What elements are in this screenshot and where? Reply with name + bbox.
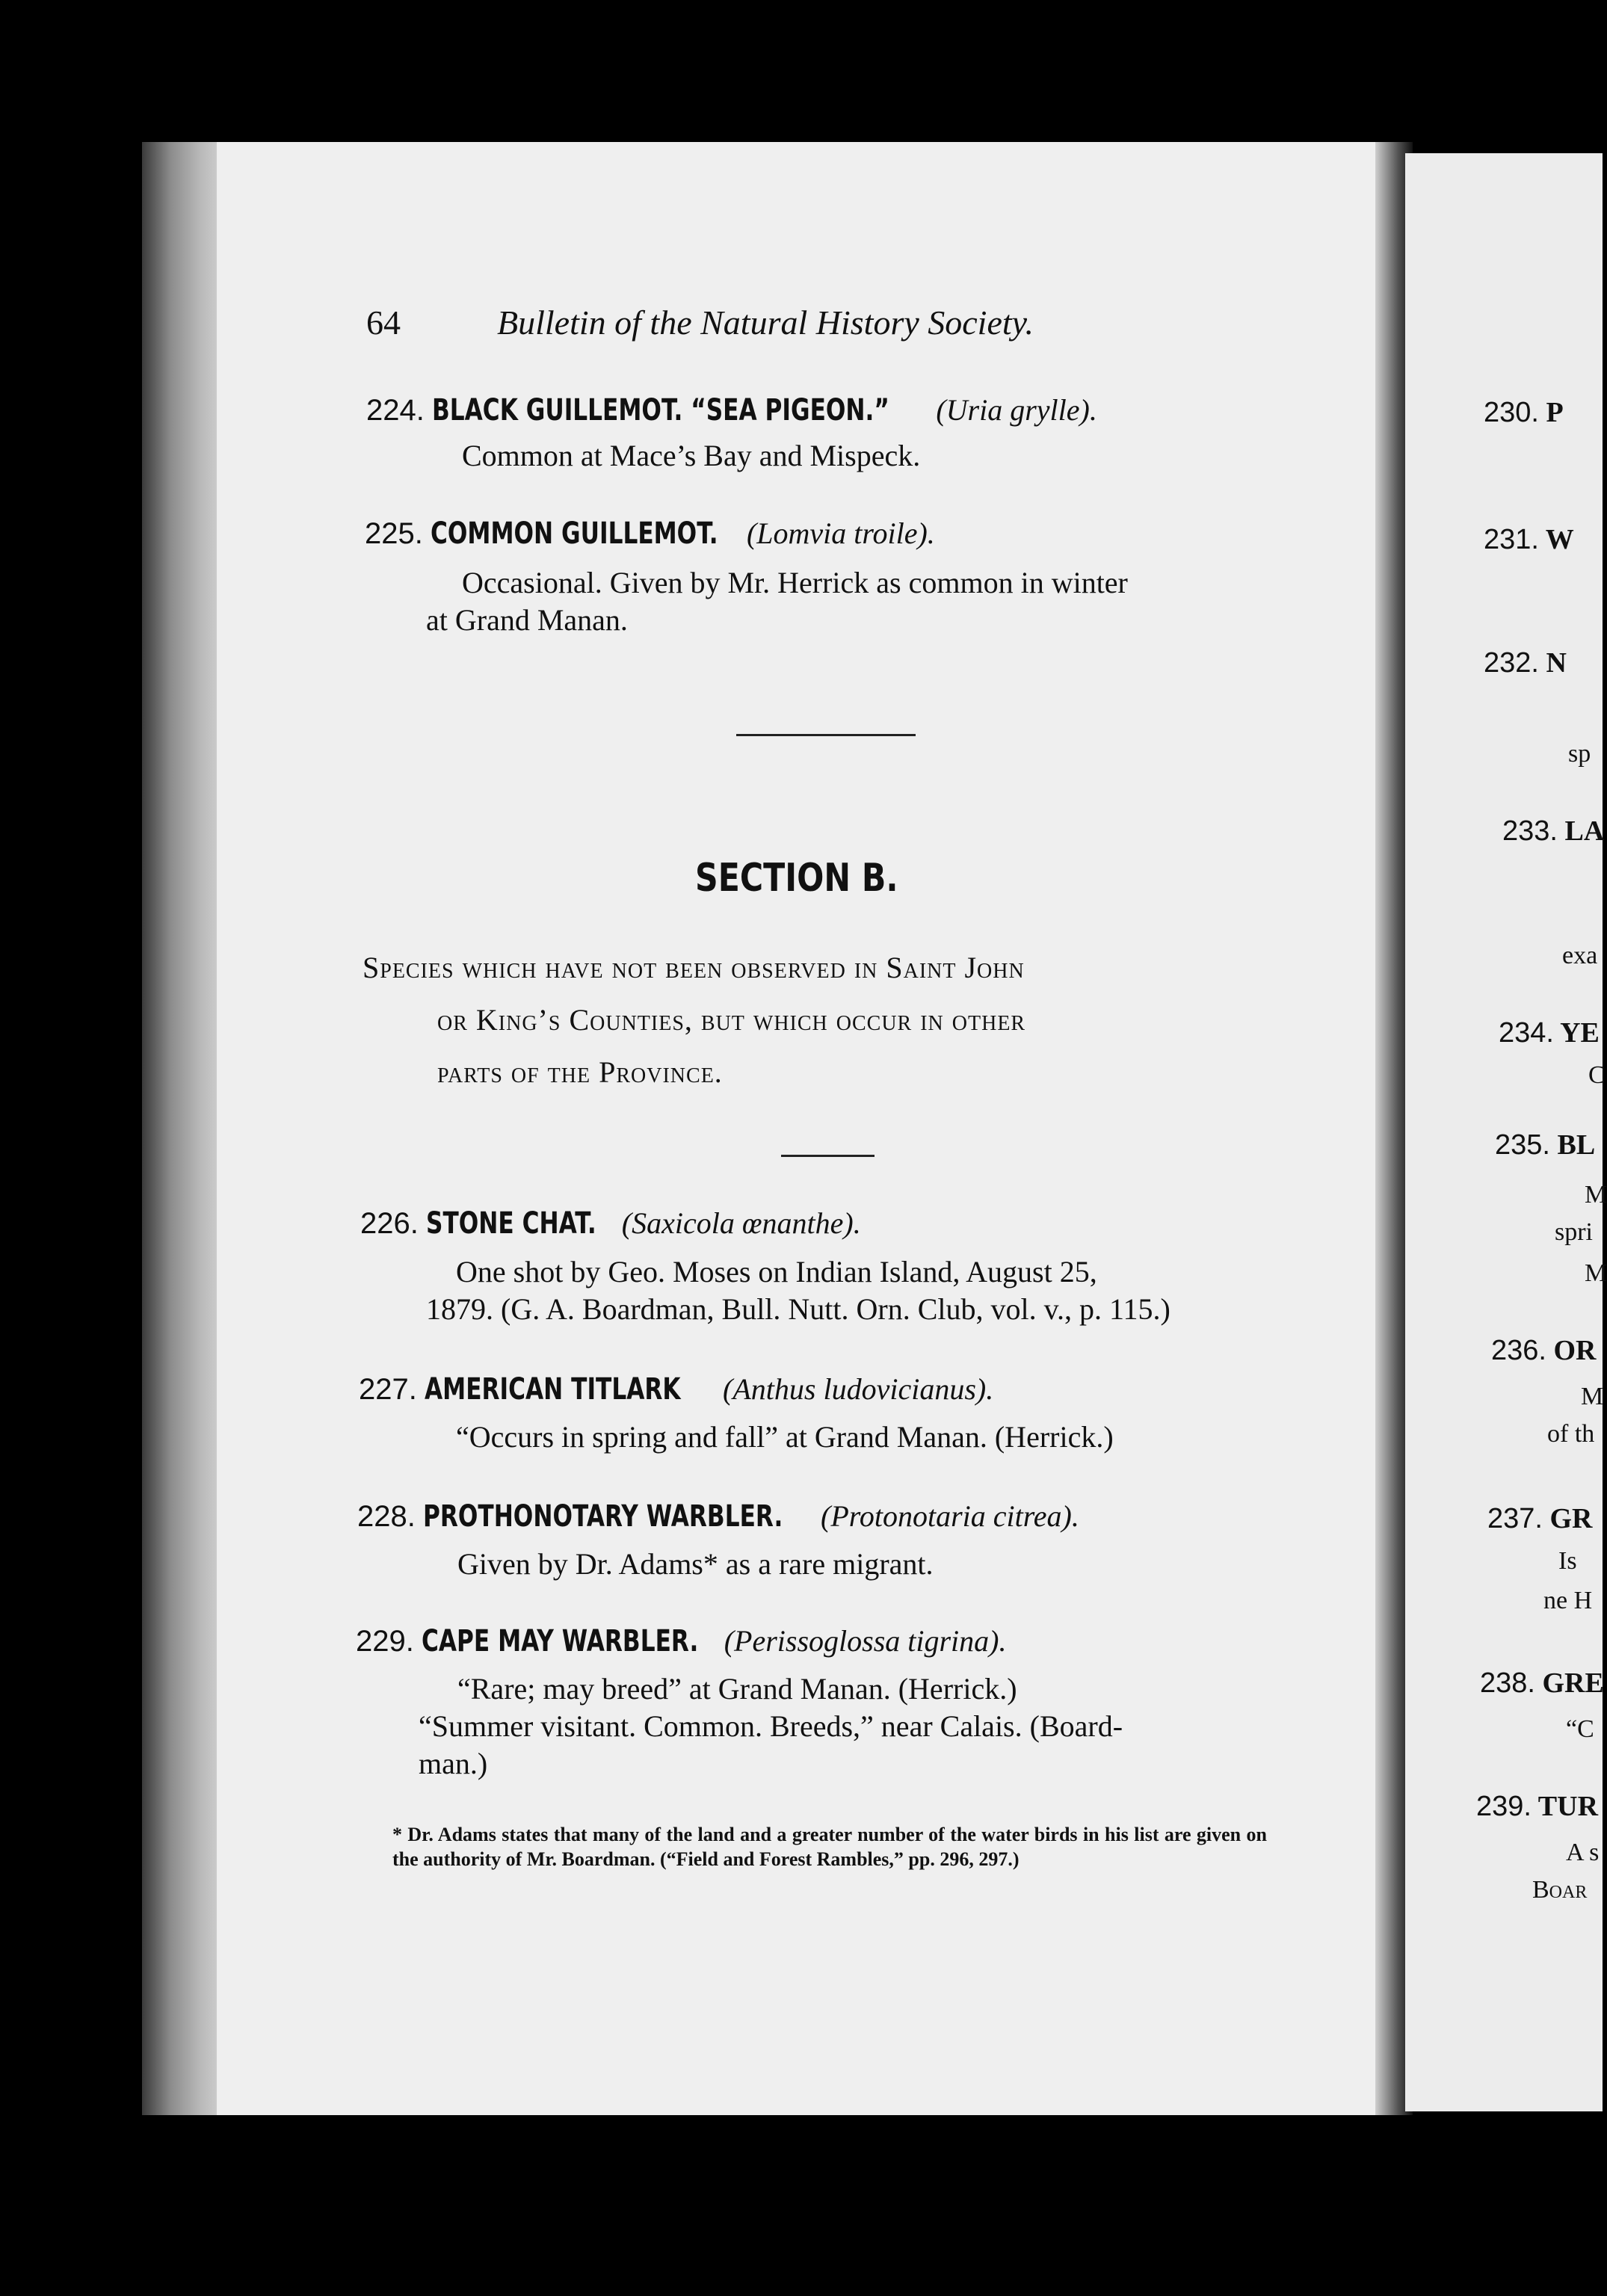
book-spine-shadow	[142, 142, 224, 2115]
entry-scientific-name: (Protonotaria citrea).	[821, 1499, 1079, 1533]
right-entry-239: 239. TUR	[1476, 1791, 1599, 1822]
entry-line: Common at Mace’s Bay and Mispeck.	[462, 439, 921, 472]
entry-227-heading	[359, 1371, 993, 1407]
page-header	[366, 303, 1151, 355]
right-fragment-text: C	[1588, 1061, 1606, 1089]
entry-name: AMERICAN TITLARK	[424, 1372, 681, 1407]
right-entry-236: 236. OR	[1491, 1335, 1597, 1366]
page-number: 64	[366, 303, 401, 342]
entry-line: “Rare; may breed” at Grand Manan. (Herrick.)	[457, 1672, 1017, 1706]
entry-name: COMMON GUILLEMOT.	[430, 516, 718, 551]
entry-line: “Summer visitant. Common. Breeds,” near Calais. (Board-	[419, 1709, 1123, 1743]
entry-number: 229.	[356, 1625, 414, 1658]
right-fragment-text: A s	[1566, 1839, 1600, 1866]
footnote: * Dr. Adams states that many of the land and a greater number of the water birds in his list are given on the authority of Mr. Boardman. (“Field and Forest Rambles,” pp. 296, 297.)	[392, 1824, 1267, 1870]
entry-227-text	[456, 1419, 1267, 1456]
right-entry-235: 235. BL	[1495, 1129, 1596, 1161]
entry-number: 226.	[360, 1207, 419, 1240]
right-fragment-text: Boar	[1532, 1876, 1588, 1904]
right-fragment-text: ne H	[1543, 1587, 1593, 1614]
entry-name: STONE CHAT.	[425, 1206, 596, 1241]
entry-228-heading	[357, 1499, 1079, 1534]
entry-224-heading	[366, 392, 1097, 428]
right-fragment-text: Is	[1558, 1547, 1577, 1575]
right-entry-234: 234. YE	[1499, 1017, 1600, 1049]
section-title: SECTION B.	[695, 856, 898, 901]
right-entry-232: 232. N	[1484, 647, 1567, 679]
entry-scientific-name: (Lomvia troile).	[746, 516, 935, 550]
right-fragment-text: “C	[1566, 1715, 1594, 1743]
entry-line: at Grand Manan.	[426, 603, 628, 637]
right-entry-230: 230. P	[1484, 397, 1564, 428]
right-fragment-text: M	[1585, 1181, 1607, 1209]
entry-line: Given by Dr. Adams* as a rare migrant.	[457, 1547, 934, 1581]
section-description-line: parts of the Province.	[437, 1055, 723, 1089]
right-fragment-text: spri	[1555, 1218, 1593, 1246]
section-description-line: or King’s Counties, but which occur in other	[437, 1003, 1026, 1037]
right-entry-231: 231. W	[1484, 524, 1574, 555]
entry-224-text	[462, 437, 1269, 475]
right-fragment-text: exa	[1562, 942, 1598, 969]
entry-line: “Occurs in spring and fall” at Grand Manan. (Herrick.)	[456, 1420, 1114, 1454]
right-fragment-text: M	[1581, 1383, 1604, 1410]
entry-number: 224.	[366, 394, 425, 427]
entry-number: 228.	[357, 1500, 416, 1533]
entry-228-text	[457, 1546, 1265, 1583]
section-description	[363, 942, 1271, 1099]
entry-229-heading	[356, 1623, 1006, 1658]
running-title: Bulletin of the Natural History Society.	[497, 303, 1034, 342]
entry-number: 225.	[365, 517, 423, 550]
entry-scientific-name: (Saxicola œnanthe).	[621, 1206, 861, 1240]
entry-number: 227.	[359, 1373, 417, 1406]
entry-name: CAPE MAY WARBLER.	[421, 1624, 699, 1658]
entry-line: One shot by Geo. Moses on Indian Island, August 25,	[456, 1255, 1097, 1289]
entry-scientific-name: (Uria grylle).	[936, 393, 1097, 427]
entry-scientific-name: (Perissoglossa tigrina).	[724, 1624, 1007, 1658]
right-fragment-text: sp	[1568, 740, 1591, 768]
entry-line: Occasional. Given by Mr. Herrick as common in winter	[462, 566, 1128, 599]
right-fragment-text: M	[1585, 1259, 1607, 1287]
entry-line: man.)	[419, 1747, 488, 1780]
entry-scientific-name: (Anthus ludovicianus).	[723, 1372, 994, 1406]
entry-226-heading	[360, 1206, 861, 1241]
entry-line: 1879. (G. A. Boardman, Bull. Nutt. Orn. Club, vol. v., p. 115.)	[426, 1292, 1170, 1326]
entry-225-heading	[365, 516, 935, 551]
entry-225-text	[426, 564, 1271, 639]
entry-226-text	[426, 1253, 1267, 1328]
right-entry-233: 233. LA	[1502, 815, 1605, 847]
section-description-line: Species which have not been observed in Saint John	[363, 951, 1025, 984]
entry-name: BLACK GUILLEMOT. “SEA PIGEON.”	[431, 393, 889, 428]
divider-rule	[736, 734, 916, 736]
right-entry-238: 238. GRE	[1480, 1667, 1604, 1699]
entry-229-text	[419, 1670, 1267, 1783]
divider-rule	[781, 1155, 875, 1157]
right-entry-237: 237. GR	[1487, 1503, 1593, 1534]
right-fragment-text: of th	[1547, 1420, 1595, 1448]
entry-name: PROTHONOTARY WARBLER.	[422, 1499, 783, 1534]
